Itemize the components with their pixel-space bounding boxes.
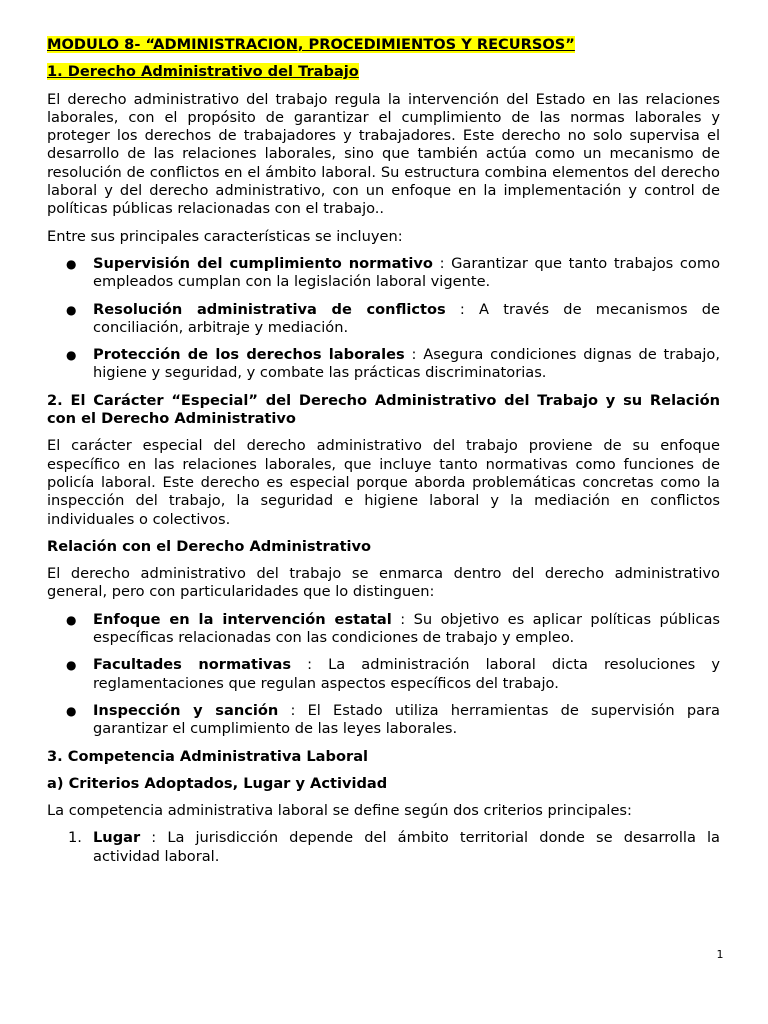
module-title-text: MODULO 8- “ADMINISTRACION, PROCEDIMIENTOS Y RECURSOS” bbox=[47, 36, 575, 53]
list-item-text: : Asegura condiciones dignas de trabajo, higiene y seguridad, y combate las prácticas discriminatorias. bbox=[93, 346, 720, 382]
list-item-text: : El Estado utiliza herramientas de supervisión para garantizar el cumplimiento de las leyes laborales. bbox=[93, 701, 720, 738]
module-title bbox=[47, 36, 720, 54]
bullet-icon: ● bbox=[66, 612, 77, 627]
section-1-paragraph-2: Entre sus principales características se incluyen: bbox=[47, 227, 403, 245]
section-2-title: 2. El Carácter “Especial” del Derecho Administrativo del Trabajo y su Relación con el Derecho Administrativo bbox=[47, 391, 720, 428]
section-3-subtitle: a) Criterios Adoptados, Lugar y Actividad bbox=[47, 774, 388, 792]
list-item-text: : Su objetivo es aplicar políticas públicas específicas relacionadas con las condiciones de trabajo y empleo. bbox=[93, 610, 720, 647]
list-item-term: Enfoque en la intervención estatal bbox=[93, 610, 392, 628]
section-3-numbered-list bbox=[47, 829, 720, 866]
list-item-term: Lugar bbox=[93, 829, 141, 847]
list-item-text: : La jurisdicción depende del ámbito territorial donde se desarrolla la actividad laboral. bbox=[93, 829, 720, 865]
section-2-subtitle: Relación con el Derecho Administrativo bbox=[47, 537, 372, 555]
list-item-term: Inspección y sanción bbox=[93, 701, 279, 719]
bullet-icon: ● bbox=[66, 658, 77, 673]
section-1-title bbox=[47, 63, 720, 81]
list-item-term: Resolución administrativa de conflictos bbox=[93, 300, 446, 318]
list-item bbox=[47, 702, 720, 739]
list-item bbox=[47, 656, 720, 693]
bullet-icon: ● bbox=[66, 703, 77, 718]
list-item bbox=[47, 301, 720, 338]
list-item bbox=[47, 346, 720, 383]
document-page bbox=[47, 36, 720, 866]
section-1-list bbox=[47, 255, 720, 383]
bullet-icon: ● bbox=[66, 256, 77, 271]
list-item-term: Supervisión del cumplimiento normativo bbox=[93, 254, 433, 272]
section-1-paragraph-1: El derecho administrativo del trabajo regula la intervención del Estado en las relaciones laborales, con el propósito de garantizar el cumplimiento de las normas laborales y proteger los derechos de trabajadores y trabajadores. Este derecho no solo supervisa el desarrollo de las relaciones laborales, sino que también actúa como un mecanismo de resolución de conflictos en el ámbito laboral. Su estructura combina elementos del derecho laboral y del derecho administrativo, con un enfoque en la implementación y control de políticas públicas relacionadas con el trabajo.. bbox=[47, 90, 720, 218]
numbered-list-item bbox=[47, 829, 720, 866]
list-item-term: Protección de los derechos laborales bbox=[93, 346, 405, 364]
list-item bbox=[47, 611, 720, 648]
list-item-number: 1. bbox=[68, 829, 82, 847]
section-3-title: 3. Competencia Administrativa Laboral bbox=[47, 747, 369, 765]
section-2-list bbox=[47, 611, 720, 739]
section-2-paragraph-1: El carácter especial del derecho administrativo del trabajo proviene de su enfoque específico en las relaciones laborales, que incluye tanto normativas como funciones de policía laboral. Este derecho es especial porque aborda problemáticas concretas como la inspección del trabajo, la seguridad e higiene laboral y la mediación en conflictos individuales o colectivos. bbox=[47, 437, 720, 528]
list-item-text: : La administración laboral dicta resoluciones y reglamentaciones que regulan aspectos específicos del trabajo. bbox=[93, 656, 720, 692]
list-item-text: : A través de mecanismos de conciliación, arbitraje y mediación. bbox=[93, 300, 720, 336]
bullet-icon: ● bbox=[66, 348, 77, 363]
section-2-paragraph-2: El derecho administrativo del trabajo se enmarca dentro del derecho administrativo general, pero con particularidades que lo distinguen: bbox=[47, 565, 720, 601]
section-1-title-text: 1. Derecho Administrativo del Trabajo bbox=[47, 63, 359, 81]
bullet-icon: ● bbox=[66, 302, 77, 317]
list-item-term: Facultades normativas bbox=[93, 656, 292, 674]
section-3-paragraph-1: La competencia administrativa laboral se define según dos criterios principales: bbox=[47, 802, 632, 820]
list-item-text: : Garantizar que tanto trabajos como empleados cumplan con la legislación laboral vigente. bbox=[93, 254, 720, 291]
list-item bbox=[47, 255, 720, 292]
page-number: 1 bbox=[716, 948, 724, 961]
